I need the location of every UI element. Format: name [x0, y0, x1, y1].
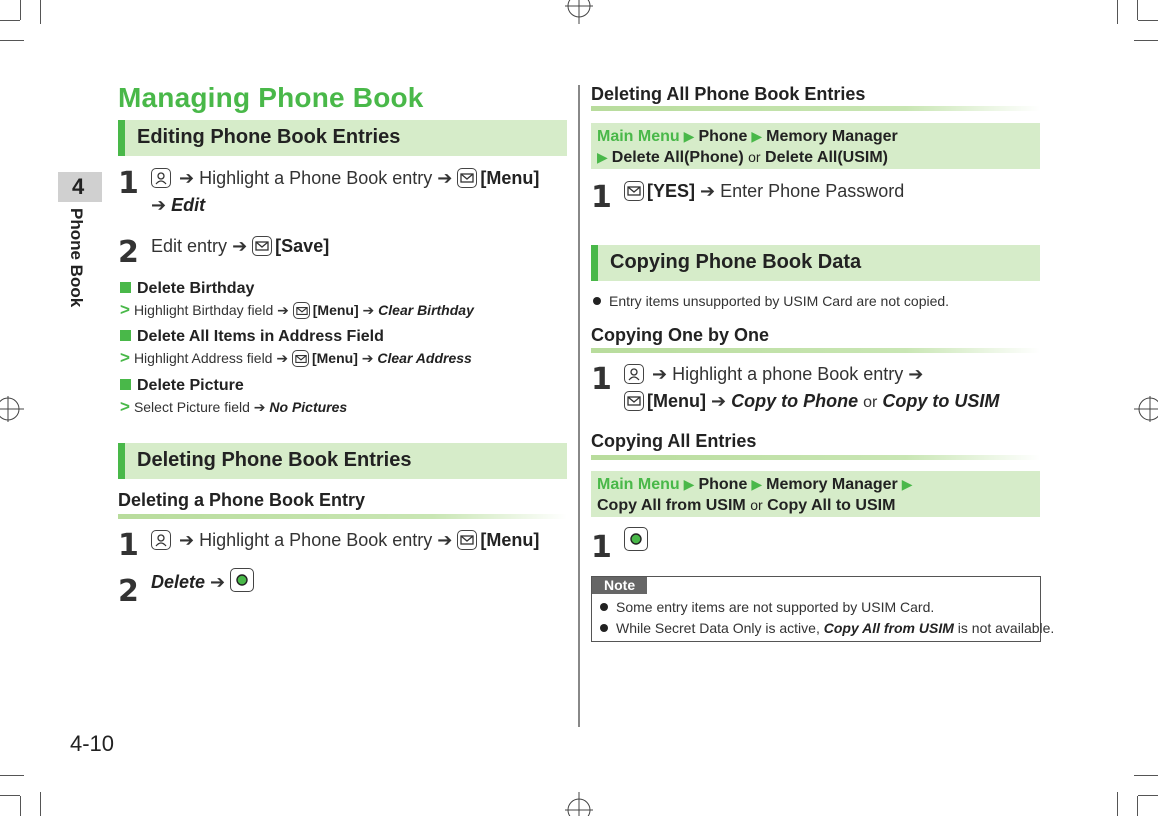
- crop-mark: [1138, 795, 1158, 796]
- step-instruction: Highlight a Phone Book entry: [199, 168, 433, 188]
- arrow-right-icon: ➔: [652, 364, 668, 384]
- registration-mark-right: [1132, 394, 1158, 424]
- crop-mark: [1117, 0, 1118, 24]
- mail-key-icon: [624, 391, 644, 411]
- subheading: Copying All Entries: [591, 431, 757, 451]
- step-text: [151, 527, 539, 553]
- triangle-right-icon: ▶: [901, 476, 913, 492]
- step-number: 1: [591, 530, 612, 565]
- sub-heading: Delete Picture: [120, 377, 244, 395]
- step-text: [624, 527, 651, 554]
- step-text: [624, 361, 923, 387]
- section-deleting: [118, 443, 567, 479]
- arrow-right-icon: ➔: [711, 391, 727, 411]
- triangle-right-icon: ▶: [597, 149, 608, 165]
- triangle-right-icon: ▶: [683, 476, 695, 492]
- subheading-underline: [591, 348, 1040, 353]
- menu-key-label: [Menu]: [480, 530, 540, 550]
- mail-key-icon: [457, 168, 477, 188]
- crop-mark: [0, 795, 20, 796]
- note-item: Some entry items are not supported by USIM Card.: [600, 599, 934, 615]
- step-instruction: Enter Phone Password: [720, 181, 905, 201]
- center-key-icon: [230, 568, 254, 592]
- sub-heading: Delete Birthday: [120, 280, 254, 298]
- crop-mark: [1117, 792, 1118, 816]
- triangle-right-icon: ▶: [683, 128, 695, 144]
- edit-option: Edit: [171, 195, 206, 215]
- save-key-label: [Save]: [275, 236, 330, 256]
- step-number: 1: [591, 180, 612, 215]
- menu-path: Main Menu ▶ Phone ▶ Memory Manager ▶ Copy All from USIM or Copy All to USIM: [591, 471, 1040, 517]
- yes-key-label: [YES]: [647, 181, 696, 201]
- step-text: [151, 568, 257, 595]
- step-instruction: Edit entry: [151, 236, 228, 256]
- mail-key-icon: [293, 302, 310, 319]
- step-text: [624, 178, 904, 204]
- step-number: 2: [118, 574, 139, 609]
- menu-path: Main Menu ▶ Phone ▶ Memory Manager ▶ Delete All(Phone) or Delete All(USIM): [591, 123, 1040, 169]
- step-number: 1: [591, 362, 612, 397]
- bullet-item: Entry items unsupported by USIM Card are not copied.: [593, 293, 949, 309]
- sub-instruction: > Highlight Birthday field ➔ [Menu] ➔ Clear Birthday: [120, 300, 474, 319]
- section-editing: [118, 120, 567, 156]
- crop-mark: [20, 0, 21, 20]
- chapter-tab: [58, 172, 102, 202]
- menu-key-label: [Menu]: [647, 391, 706, 411]
- step-text: [151, 165, 539, 191]
- crop-mark: [1138, 20, 1158, 21]
- arrow-right-icon: ➔: [908, 364, 924, 384]
- phonebook-key-icon: [151, 168, 171, 188]
- step-number: 2: [118, 235, 139, 270]
- triangle-right-icon: ▶: [751, 128, 763, 144]
- copy-to-phone-option: Copy to Phone: [731, 391, 859, 411]
- step-text-cont: [151, 192, 205, 218]
- arrow-right-icon: ➔: [151, 195, 167, 215]
- step-instruction: Highlight a Phone Book entry: [199, 530, 433, 550]
- step-text-cont: [Menu] ➔ Copy to Phone or Copy to USIM: [624, 388, 999, 416]
- section-heading: Deleting Phone Book Entries: [137, 449, 412, 471]
- phonebook-key-icon: [151, 530, 171, 550]
- crop-mark: [0, 40, 24, 41]
- mail-key-icon: [624, 181, 644, 201]
- arrow-right-icon: ➔: [700, 181, 716, 201]
- note-box: [591, 576, 1055, 642]
- arrow-right-icon: ➔: [437, 168, 453, 188]
- crop-mark: [1137, 0, 1138, 20]
- arrow-right-icon: ➔: [437, 530, 453, 550]
- mail-key-icon: [292, 350, 309, 367]
- subheading: Copying One by One: [591, 325, 770, 345]
- page-title: Managing Phone Book: [118, 82, 424, 113]
- sub-heading: Delete All Items in Address Field: [120, 328, 384, 346]
- crop-mark: [0, 20, 20, 21]
- crop-mark: [1134, 40, 1158, 41]
- step-text: [151, 233, 329, 259]
- subheading-underline: [591, 455, 1040, 460]
- arrow-right-icon: ➔: [179, 168, 195, 188]
- mail-key-icon: [252, 236, 272, 256]
- subheading-underline: [118, 514, 567, 519]
- section-heading: Editing Phone Book Entries: [137, 126, 401, 148]
- center-key-icon: [624, 527, 648, 551]
- subheading: Deleting All Phone Book Entries: [591, 84, 866, 104]
- step-instruction: Highlight a phone Book entry: [672, 364, 904, 384]
- note-tag: Note: [592, 577, 647, 594]
- chapter-number: 4: [72, 174, 85, 199]
- crop-mark: [0, 775, 24, 776]
- arrow-right-icon: ➔: [179, 530, 195, 550]
- note-item: While Secret Data Only is active, Copy All from USIM is not available.: [600, 620, 1054, 636]
- registration-mark-top: [562, 0, 596, 24]
- copy-to-usim-option: Copy to USIM: [882, 391, 1000, 411]
- crop-mark: [20, 796, 21, 816]
- delete-option: Delete: [151, 572, 206, 592]
- sub-instruction: > Select Picture field ➔ No Pictures: [120, 397, 348, 416]
- section-heading: Copying Phone Book Data: [610, 251, 862, 273]
- triangle-right-icon: ▶: [751, 476, 763, 492]
- registration-mark-left: [0, 394, 26, 424]
- phonebook-key-icon: [624, 364, 644, 384]
- step-number: 1: [118, 528, 139, 563]
- section-copying: [591, 245, 1040, 281]
- subheading: Deleting a Phone Book Entry: [118, 490, 366, 510]
- subheading-underline: [591, 106, 1040, 111]
- step-number: 1: [118, 166, 139, 201]
- sub-instruction: > Highlight Address field ➔ [Menu] ➔ Clear Address: [120, 348, 472, 367]
- crop-mark: [1134, 775, 1158, 776]
- page-number: 4-10: [70, 731, 115, 756]
- arrow-right-icon: ➔: [210, 572, 226, 592]
- mail-key-icon: [457, 530, 477, 550]
- arrow-right-icon: ➔: [232, 236, 248, 256]
- crop-mark: [40, 792, 41, 816]
- crop-mark: [1137, 796, 1138, 816]
- crop-mark: [40, 0, 41, 24]
- chapter-label: Phone Book: [67, 208, 86, 308]
- registration-mark-bottom: [562, 792, 596, 816]
- menu-key-label: [Menu]: [480, 168, 540, 188]
- column-divider: [578, 85, 580, 727]
